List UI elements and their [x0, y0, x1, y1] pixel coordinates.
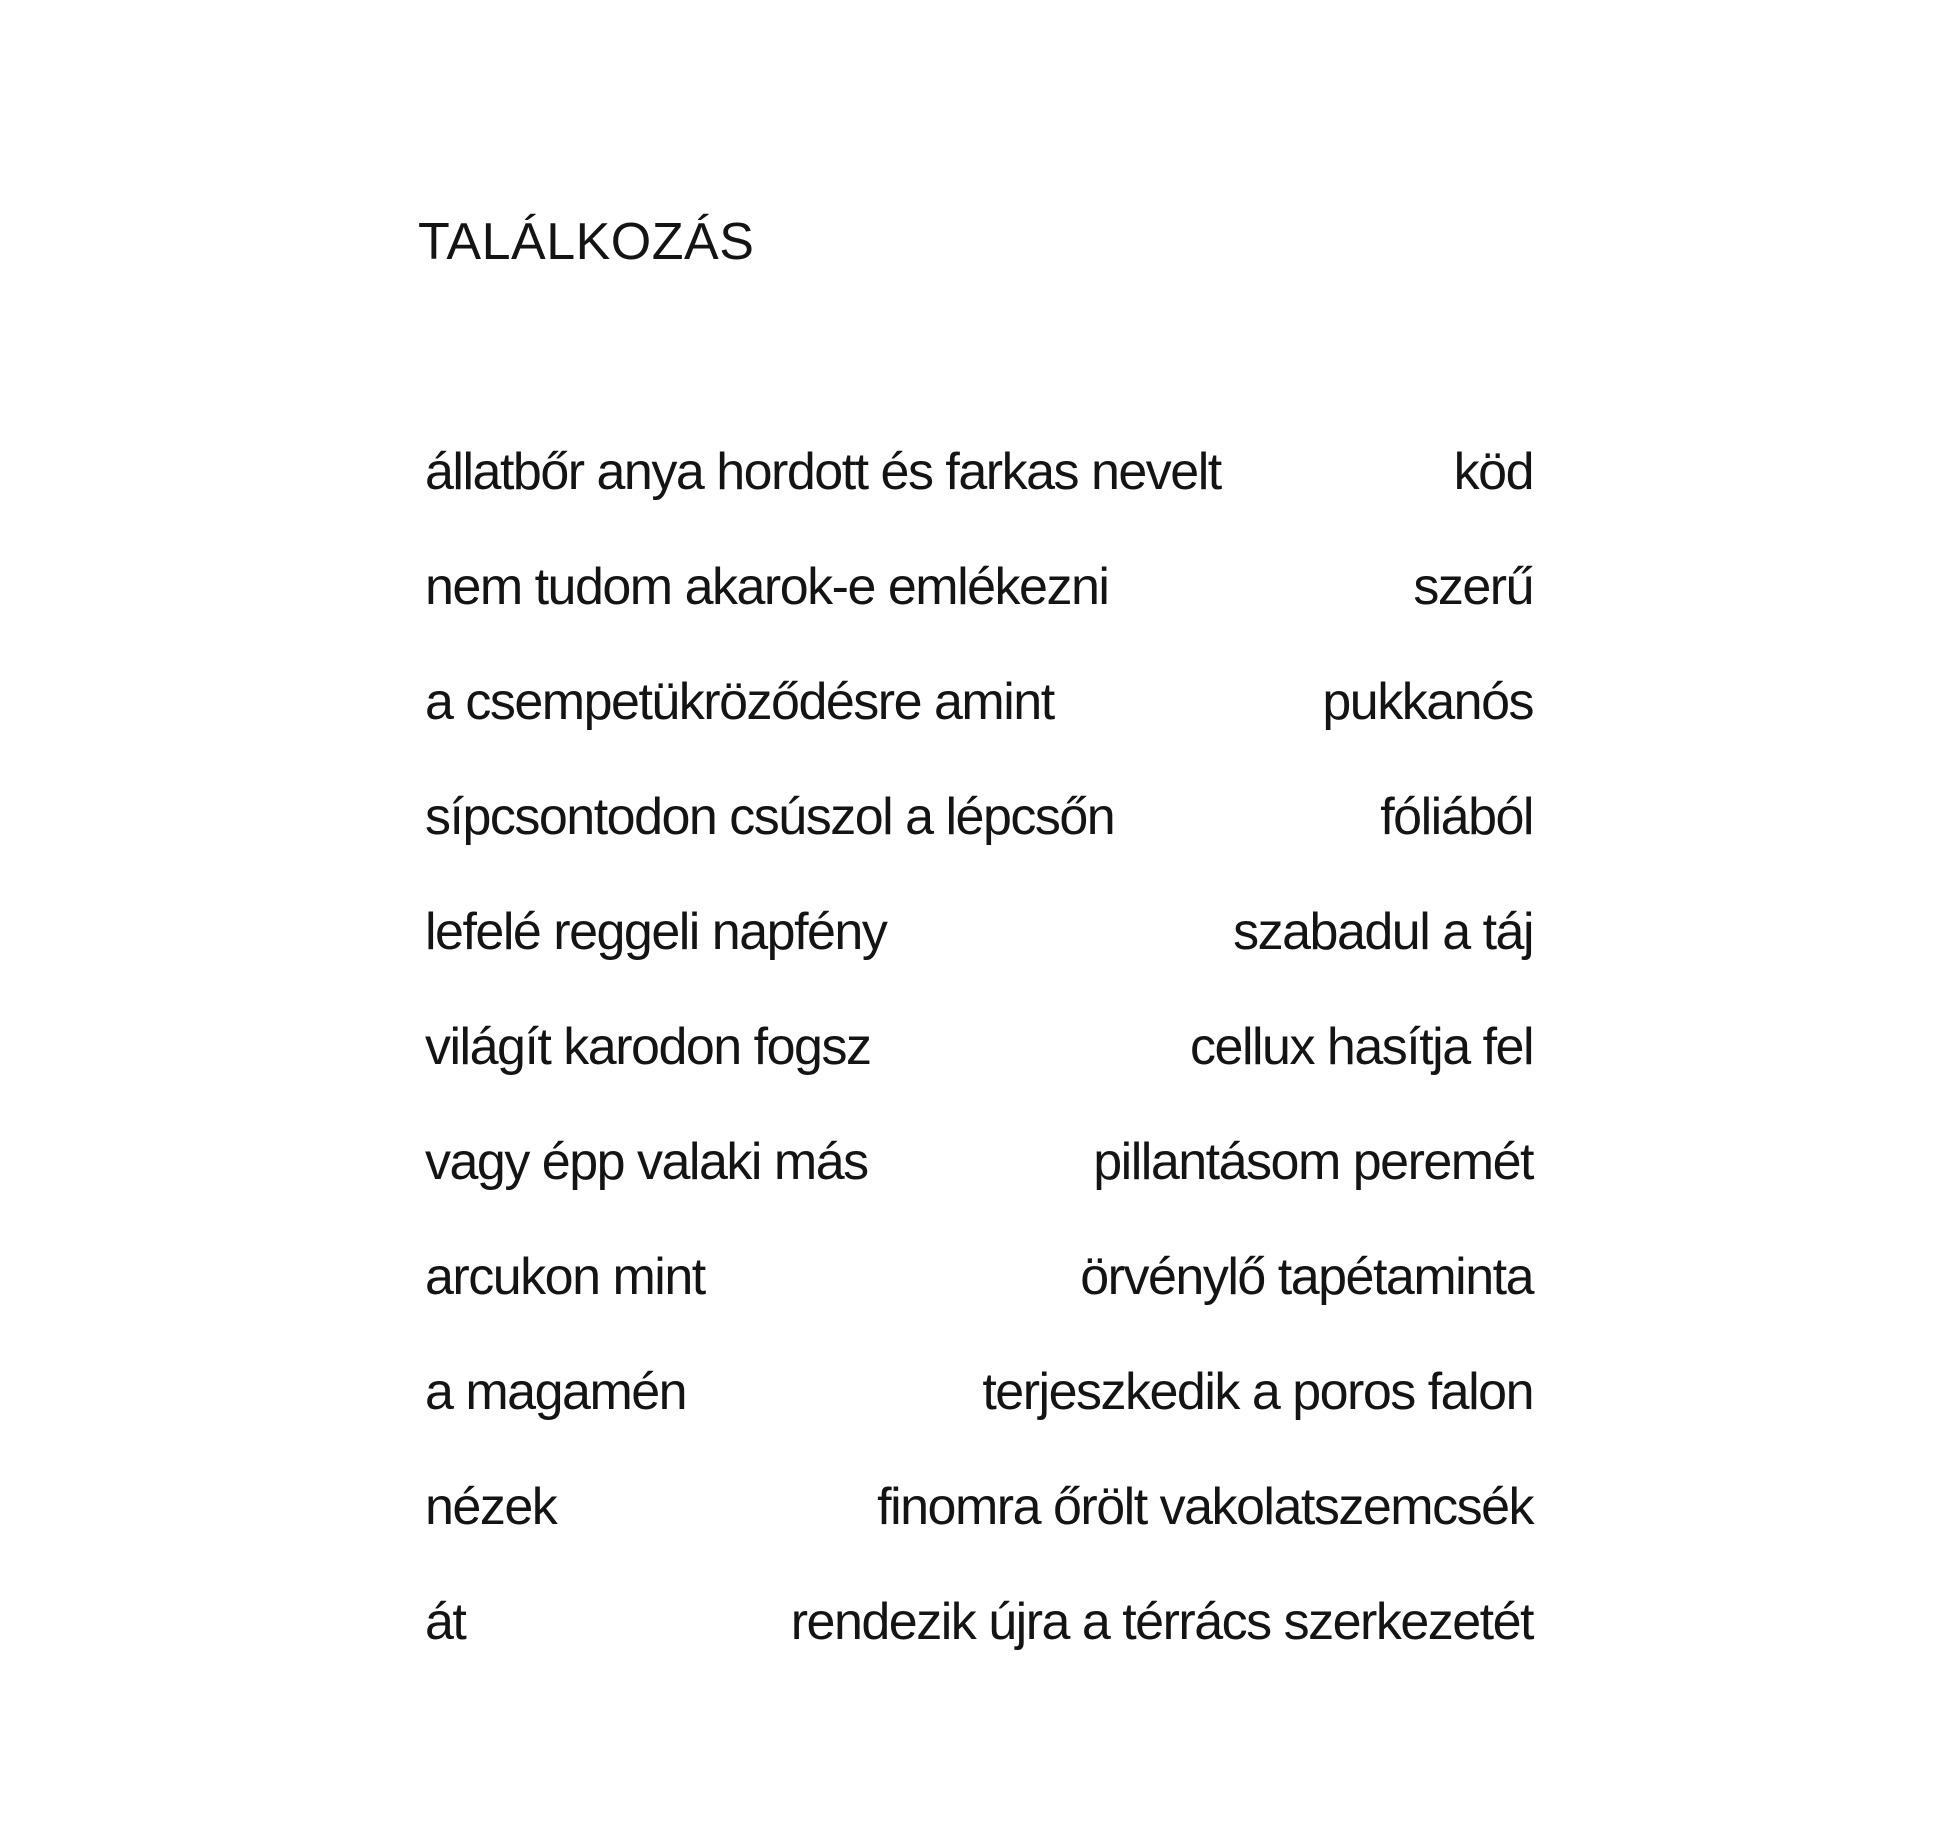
poem-line	[425, 1565, 1533, 1680]
poem-line-left-text: állatbőr anya hordott és farkas nevelt	[425, 443, 1221, 501]
poem-line	[425, 530, 1533, 645]
poem-line	[425, 1105, 1533, 1220]
poem-line-right-text: rendezik újra a térrács szerkezetét	[790, 1593, 1533, 1651]
poem-line	[425, 415, 1533, 530]
poem-line-left-text: sípcsontodon csúszol a lépcsőn	[425, 788, 1115, 846]
poem-line	[425, 875, 1533, 990]
poem-line	[425, 1220, 1533, 1335]
poem-body	[425, 415, 1533, 1680]
poem-line	[425, 760, 1533, 875]
poem-line-right-text: pillantásom peremét	[1093, 1133, 1533, 1191]
poem-line-right-text: örvénylő tapétaminta	[1080, 1248, 1533, 1306]
poem-line-right-text: pukkanós	[1322, 673, 1533, 731]
poem-line	[425, 1335, 1533, 1450]
poem-title: TALÁLKOZÁS	[418, 213, 755, 271]
poem-line	[425, 645, 1533, 760]
poem-line-left-text: vagy épp valaki más	[425, 1133, 868, 1191]
poem-line-left-text: nem tudom akarok-e emlékezni	[425, 558, 1109, 616]
poem-line-right-text: cellux hasítja fel	[1190, 1018, 1533, 1076]
poem-line-left-text: át	[425, 1593, 466, 1651]
poem-line-right-text: finomra őrölt vakolatszemcsék	[877, 1478, 1533, 1536]
poem-line-left-text: nézek	[425, 1478, 557, 1536]
poem-line-left-text: a csempetükröződésre amint	[425, 673, 1054, 731]
poem-line-right-text: szabadul a táj	[1233, 903, 1533, 961]
poem-line-left-text: arcukon mint	[425, 1248, 705, 1306]
poem-line-left-text: lefelé reggeli napfény	[425, 903, 887, 961]
poem-line	[425, 1450, 1533, 1565]
poem-line-left-text: világít karodon fogsz	[425, 1018, 871, 1076]
poem-line-right-text: terjeszkedik a poros falon	[982, 1363, 1533, 1421]
poem-line-right-text: szerű	[1413, 558, 1533, 616]
poem-line-right-text: köd	[1453, 443, 1533, 501]
poem-line	[425, 990, 1533, 1105]
poem-line-left-text: a magamén	[425, 1363, 687, 1421]
poem-line-right-text: fóliából	[1380, 788, 1533, 846]
